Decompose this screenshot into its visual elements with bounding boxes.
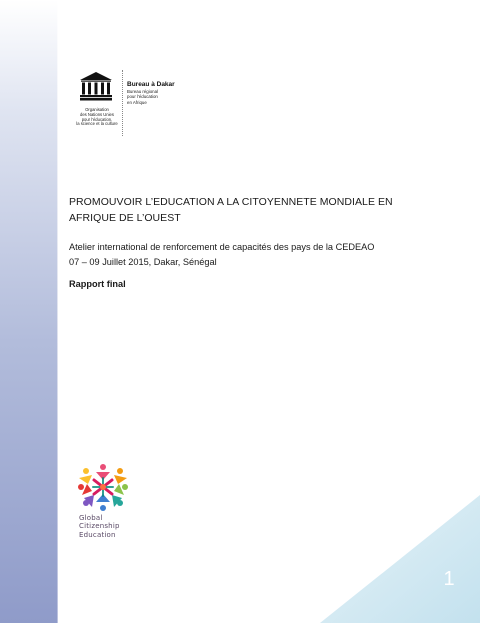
unesco-organization-name: Organisation des Nations Unies pour l'éducation, la science et la culture [76, 107, 118, 127]
gce-wordmark [79, 514, 135, 539]
document-subtitle [69, 240, 429, 270]
office-name: Bureau à Dakar [127, 81, 175, 88]
gce-word-citizenship: Citizenship [79, 522, 120, 531]
report-label: Rapport final [69, 279, 126, 289]
gce-word-global: Global [79, 514, 103, 522]
unesco-temple-icon [80, 72, 112, 102]
page-number: 1 [443, 568, 455, 590]
title-line-1: PROMOUVOIR L’EDUCATION A LA CITOYENNETE MONDIALE EN [69, 196, 393, 208]
logo-separator [122, 70, 123, 136]
subtitle-line-1: Atelier international de renforcement de capacités des pays de la CEDEAO [69, 242, 375, 252]
subtitle-line-2: 07 – 09 Juillet 2015, Dakar, Sénégal [69, 257, 217, 267]
office-subtitle: Bureau régional pour l'éducation en Afrique [127, 89, 159, 105]
unesco-logo [74, 70, 184, 140]
gce-figures-icon [76, 462, 130, 512]
left-band-edge [57, 0, 58, 623]
decorative-left-band [0, 0, 57, 623]
gce-word-education: Education [79, 530, 116, 539]
gce-logo [74, 462, 132, 546]
document-title [69, 194, 409, 226]
title-line-2: AFRIQUE DE L’OUEST [69, 212, 181, 224]
decorative-corner-triangle [320, 495, 480, 623]
